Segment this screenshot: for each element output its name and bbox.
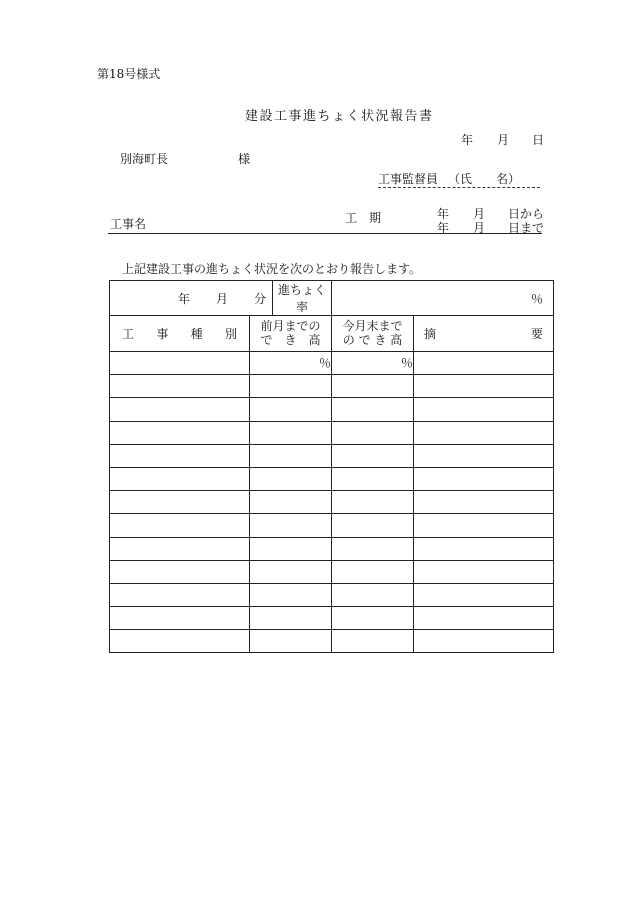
work-type-cell[interactable] [110, 630, 250, 653]
table-row [110, 583, 554, 606]
progress-rate-value-cell[interactable] [332, 281, 554, 316]
table-row [110, 398, 554, 421]
prev-output-cell[interactable] [250, 421, 332, 444]
progress-table [109, 280, 554, 653]
header-work-type [110, 316, 250, 352]
period-from-day: 日から [508, 207, 545, 221]
work-name-underline [108, 233, 542, 234]
table-row [110, 375, 554, 398]
header-curr-line1: 今月末まで [342, 318, 403, 333]
table-row [110, 537, 554, 560]
form-number: 第18号様式 [97, 67, 161, 81]
summary-cell[interactable] [414, 560, 554, 583]
period-ym-cell[interactable] [110, 281, 273, 316]
table-row [110, 514, 554, 537]
curr-output-cell[interactable] [332, 607, 414, 630]
prev-output-cell[interactable] [250, 560, 332, 583]
work-type-cell[interactable] [110, 352, 250, 375]
work-type-cell[interactable] [110, 398, 250, 421]
header-curr-line2: の で き 高 [342, 332, 403, 347]
summary-cell[interactable] [414, 491, 554, 514]
curr-output-cell[interactable] [332, 398, 414, 421]
curr-output-cell[interactable] [332, 352, 414, 375]
header-type-char-1: 工 [122, 327, 135, 341]
header-summary [414, 316, 554, 352]
summary-cell[interactable] [414, 421, 554, 444]
summary-cell[interactable] [414, 444, 554, 467]
work-type-cell[interactable] [110, 467, 250, 490]
table-row [110, 560, 554, 583]
prev-output-cell[interactable] [250, 537, 332, 560]
curr-output-cell[interactable] [332, 375, 414, 398]
period-month-label: 月 [215, 291, 228, 306]
curr-output-cell[interactable] [332, 630, 414, 653]
progress-rate-percent: ％ [531, 291, 544, 306]
prev-output-cell[interactable] [250, 583, 332, 606]
summary-cell[interactable] [414, 630, 554, 653]
work-type-cell[interactable] [110, 514, 250, 537]
curr-output-cell[interactable] [332, 491, 414, 514]
progress-rate-label-cell [273, 281, 332, 316]
period-to-day: 日まで [508, 221, 545, 235]
curr-output-cell[interactable] [332, 514, 414, 537]
prev-output-cell[interactable] [250, 467, 332, 490]
supervisor-label [378, 173, 520, 185]
progress-summary-row [110, 281, 554, 316]
prev-output-cell[interactable] [250, 491, 332, 514]
summary-cell[interactable] [414, 514, 554, 537]
prev-output-cell[interactable] [250, 375, 332, 398]
prev-output-cell[interactable] [250, 514, 332, 537]
period-minute-label: 分 [254, 291, 267, 306]
date-year-label: 年 [461, 133, 474, 147]
summary-cell[interactable] [414, 352, 554, 375]
addressee-name: 別海町長 [120, 152, 169, 166]
date-day-label: 日 [532, 133, 545, 147]
summary-cell[interactable] [414, 467, 554, 490]
period-from-month: 月 [473, 207, 486, 221]
addressee-honorific: 様 [238, 152, 251, 166]
header-curr-month-output [332, 316, 414, 352]
supervisor-title: 工事監督員 [378, 172, 439, 186]
supervisor-name-label: （氏 名） [448, 172, 521, 186]
work-type-cell[interactable] [110, 537, 250, 560]
curr-output-cell[interactable] [332, 560, 414, 583]
header-prev-line1: 前月までの [260, 318, 321, 333]
prev-output-cell[interactable] [250, 630, 332, 653]
period-from-year: 年 [437, 207, 450, 221]
table-row [110, 630, 554, 653]
prev-output-cell[interactable] [250, 398, 332, 421]
work-type-cell[interactable] [110, 583, 250, 606]
prev-output-cell[interactable] [250, 444, 332, 467]
supervisor-signature-line [378, 187, 540, 188]
summary-cell[interactable] [414, 583, 554, 606]
prev-output-cell[interactable] [250, 352, 332, 375]
table-row [110, 467, 554, 490]
progress-rate-label: 進ちょく率 [278, 283, 327, 314]
summary-cell[interactable] [414, 398, 554, 421]
work-period-label: 工 期 [345, 211, 382, 225]
prev-output-percent: ％ [319, 356, 332, 370]
table-header-row [110, 316, 554, 352]
period-to-month: 月 [473, 221, 486, 235]
header-summary-char-2: 要 [531, 327, 544, 341]
summary-cell[interactable] [414, 537, 554, 560]
table-row [110, 444, 554, 467]
header-type-char-3: 種 [190, 327, 203, 341]
prev-output-cell[interactable] [250, 607, 332, 630]
summary-cell[interactable] [414, 375, 554, 398]
curr-output-percent: ％ [401, 356, 414, 370]
period-year-label: 年 [177, 291, 190, 306]
curr-output-cell[interactable] [332, 444, 414, 467]
work-type-cell[interactable] [110, 444, 250, 467]
curr-output-cell[interactable] [332, 467, 414, 490]
work-type-cell[interactable] [110, 375, 250, 398]
work-type-cell[interactable] [110, 607, 250, 630]
table-row [110, 491, 554, 514]
date-month-label: 月 [497, 133, 510, 147]
header-prev-month-output [250, 316, 332, 352]
header-prev-line2: で き 高 [260, 332, 321, 347]
table-row [110, 607, 554, 630]
work-type-cell[interactable] [110, 421, 250, 444]
curr-output-cell[interactable] [332, 583, 414, 606]
work-type-cell[interactable] [110, 560, 250, 583]
table-row [110, 421, 554, 444]
header-type-char-4: 別 [224, 327, 237, 341]
header-type-char-2: 事 [156, 327, 169, 341]
intro-text: 上記建設工事の進ちょく状況を次のとおり報告します。 [122, 262, 422, 276]
table-row [110, 352, 554, 375]
work-name-label: 工事名 [110, 217, 147, 231]
header-summary-char-1: 摘 [424, 327, 437, 341]
curr-output-cell[interactable] [332, 421, 414, 444]
curr-output-cell[interactable] [332, 537, 414, 560]
document-title: 建設工事進ちょく状況報告書 [245, 109, 434, 124]
summary-cell[interactable] [414, 607, 554, 630]
work-type-cell[interactable] [110, 491, 250, 514]
period-to-year: 年 [437, 221, 450, 235]
